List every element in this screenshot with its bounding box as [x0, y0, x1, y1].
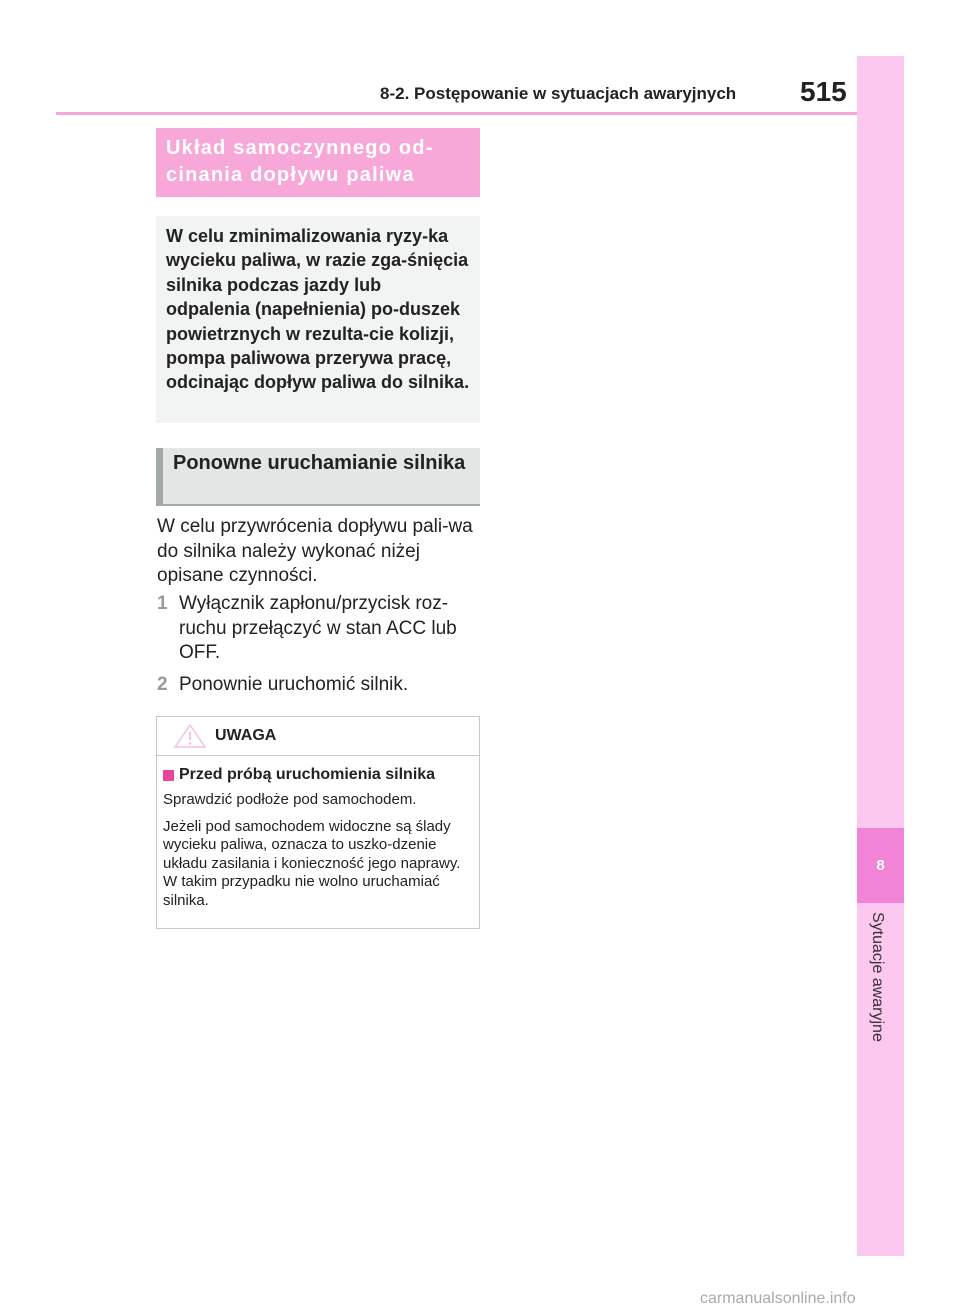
- section-heading-fuel-cutoff: Układ samoczynnego od-cinania dopływu paliwa: [156, 128, 480, 197]
- warning-paragraph: Sprawdzić podłoże pod samochodem.: [163, 791, 417, 808]
- square-bullet-icon: [163, 770, 174, 781]
- watermark: carmanualsonline.info: [700, 1290, 856, 1307]
- running-header-title: 8-2. Postępowanie w sytuacjach awaryjnych: [380, 84, 737, 103]
- side-tab-strip: [857, 56, 904, 1256]
- step-number: 2: [157, 673, 168, 695]
- warning-subtitle: [163, 766, 473, 784]
- section-heading-restart: Ponowne uruchamianie silnika: [156, 448, 480, 506]
- page-number: 515: [800, 76, 847, 107]
- warning-triangle-icon: [173, 723, 207, 749]
- warning-subtitle-text: Przed próbą uruchomienia silnika: [179, 766, 436, 783]
- warning-box: [156, 716, 480, 929]
- warning-body: [157, 756, 479, 910]
- step-text: Wyłącznik zapłonu/przycisk roz-ruchu przełączyć w stan ACC lub OFF.: [179, 593, 457, 663]
- warning-title: UWAGA: [215, 727, 277, 744]
- warning-header: [157, 717, 479, 756]
- step-item: [157, 592, 482, 666]
- intro-paragraph: W celu przywrócenia dopływu pali-wa do silnika należy wykonać niżej opisane czynności.: [157, 516, 473, 586]
- side-tab-chapter-number[interactable]: 8: [857, 828, 904, 903]
- summary-box: W celu zminimalizowania ryzy-ka wycieku paliwa, w razie zga-śnięcia silnika podczas jazdy lub odpalenia (napełnienia) po-duszek powietrznych w rezulta-cie kolizji, pompa paliwowa przerywa pracę, odcinając dopływ paliwa do silnika.: [156, 216, 480, 423]
- header-rule: [56, 112, 858, 115]
- step-item: [157, 673, 482, 698]
- side-tab-chapter-label: Sytuacje awaryjne: [869, 912, 886, 1042]
- warning-paragraph: Jeżeli pod samochodem widoczne są ślady wycieku paliwa, oznacza to uszko-dzenie układu zasilania i konieczność jego naprawy. W takim przypadku nie wolno uruchamiać silnika.: [163, 817, 461, 909]
- steps-list: [157, 592, 482, 704]
- step-text: Ponownie uruchomić silnik.: [179, 673, 409, 695]
- step-number: 1: [157, 593, 168, 614]
